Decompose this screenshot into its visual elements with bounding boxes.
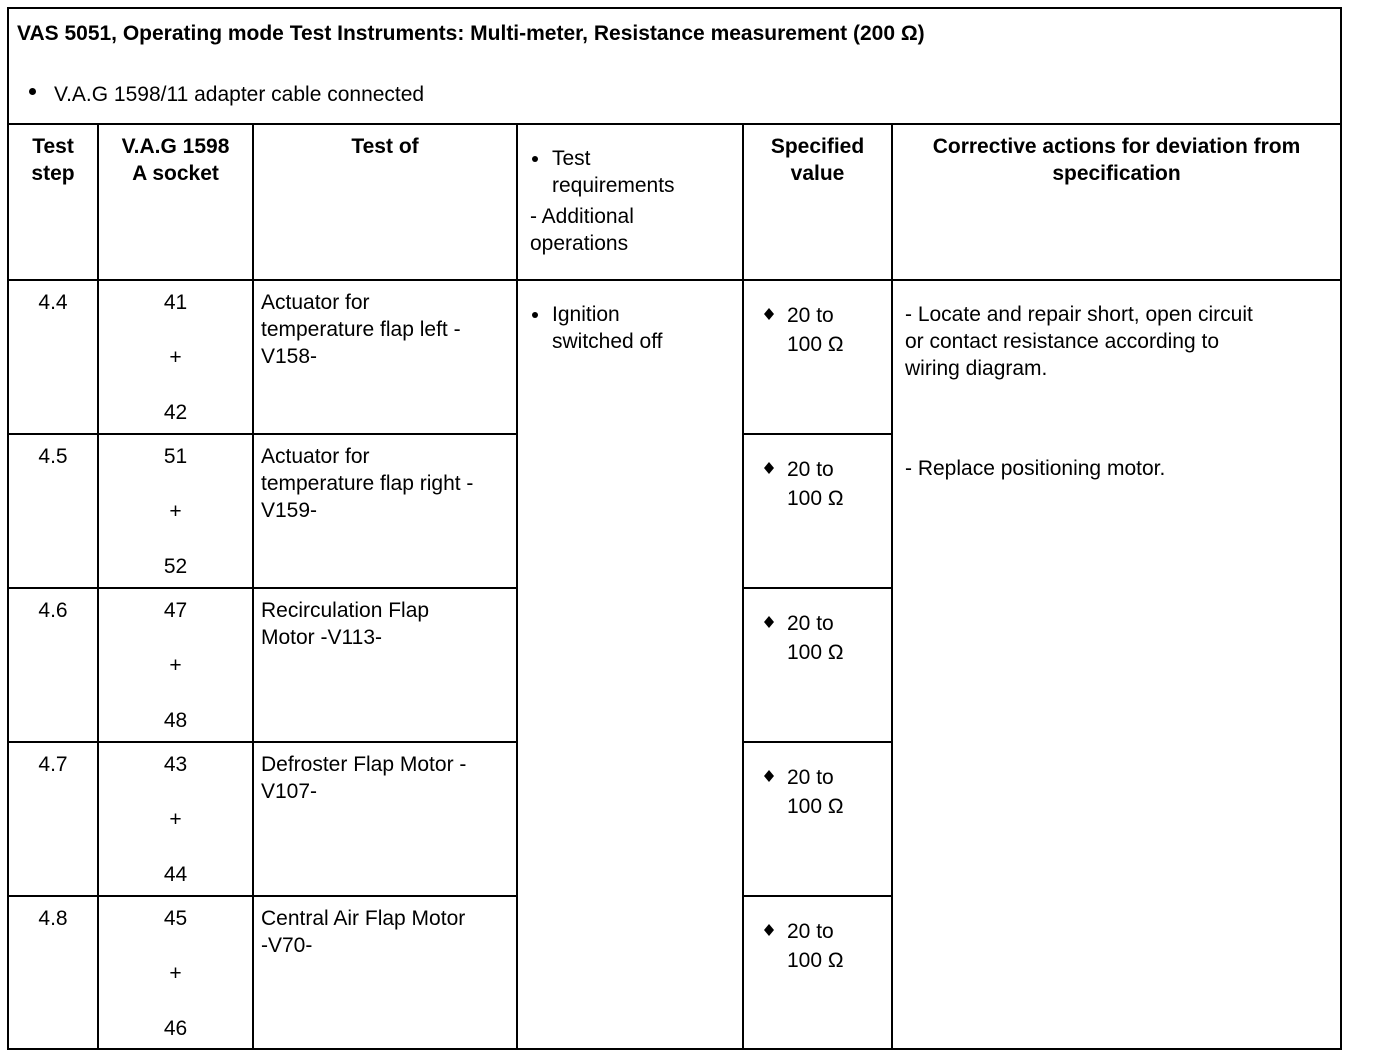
header-line: requirements xyxy=(552,174,675,197)
text-line: V158- xyxy=(261,345,318,368)
specified-value xyxy=(744,897,891,1049)
text-line: V159- xyxy=(261,499,318,522)
diamond-bullet-icon xyxy=(764,462,774,474)
socket-b: 42 xyxy=(163,401,188,424)
spec-text xyxy=(787,301,844,359)
header-line: Test xyxy=(552,147,591,170)
socket-plus: + xyxy=(169,962,182,985)
socket-plus: + xyxy=(169,654,182,677)
text-line: temperature flap left - xyxy=(261,318,461,341)
text-line: 100 Ω xyxy=(787,641,844,664)
text-line: -V70- xyxy=(261,934,313,957)
diamond-bullet-icon xyxy=(764,770,774,782)
diamond-bullet-icon xyxy=(764,924,774,936)
header-requirements xyxy=(518,145,742,257)
requirements-extra xyxy=(518,203,742,257)
text-line: 100 Ω xyxy=(787,795,844,818)
test-step: 4.8 xyxy=(38,907,68,930)
requirement-line xyxy=(29,83,424,107)
bullet-icon xyxy=(532,156,538,162)
header-line: operations xyxy=(530,232,629,255)
socket-a: 47 xyxy=(163,599,188,622)
header-line: V.A.G 1598 xyxy=(121,135,230,158)
text-line: 100 Ω xyxy=(787,949,844,972)
test-of-text xyxy=(261,597,516,651)
page-title: VAS 5051, Operating mode Test Instruments: Multi-meter, Resistance measurement (200 Ω) xyxy=(17,22,925,45)
text-line: Recirculation Flap xyxy=(261,599,430,622)
table-row xyxy=(9,435,1340,587)
spec-text xyxy=(787,917,844,975)
text-line: Motor -V113- xyxy=(261,626,382,649)
socket-plus: + xyxy=(169,346,182,369)
corrective-line: - Locate and repair short, open circuit xyxy=(905,303,1253,326)
text-line: Actuator for xyxy=(261,291,370,314)
header-line: specification xyxy=(1052,162,1181,185)
requirements-bullet xyxy=(518,145,742,199)
header-socket xyxy=(99,133,252,187)
socket-b: 46 xyxy=(163,1017,188,1040)
text-line: 20 to xyxy=(787,304,834,327)
test-of-text xyxy=(261,905,516,959)
table-row xyxy=(9,281,1340,433)
socket-plus: + xyxy=(169,500,182,523)
spec-text xyxy=(787,763,844,821)
text-line: V107- xyxy=(261,780,318,803)
bullet-icon xyxy=(29,88,36,95)
test-step: 4.5 xyxy=(38,445,68,468)
spec-text xyxy=(787,609,844,667)
text-line: temperature flap right - xyxy=(261,472,474,495)
socket-b: 44 xyxy=(163,863,188,886)
spec-text xyxy=(787,455,844,513)
header-line: - Additional xyxy=(530,205,634,228)
socket-a: 51 xyxy=(163,445,188,468)
text-line: 100 Ω xyxy=(787,333,844,356)
test-of-text xyxy=(261,443,516,524)
socket-a: 45 xyxy=(163,907,188,930)
socket-a: 43 xyxy=(163,753,188,776)
text-line: 20 to xyxy=(787,766,834,789)
requirement-text: V.A.G 1598/11 adapter cable connected xyxy=(54,83,425,106)
diamond-bullet-icon xyxy=(764,308,774,320)
condition-line: switched off xyxy=(552,330,663,353)
header-line: value xyxy=(790,162,845,185)
test-of-text xyxy=(261,289,516,370)
text-line: Defroster Flap Motor - xyxy=(261,753,467,776)
header-corrective-actions xyxy=(893,133,1340,187)
text-line: Central Air Flap Motor xyxy=(261,907,466,930)
document-header xyxy=(9,9,1340,125)
text-line: Actuator for xyxy=(261,445,370,468)
socket-plus: + xyxy=(169,808,182,831)
specified-value xyxy=(744,743,891,895)
header-line: Test xyxy=(32,135,74,158)
corrective-line: or contact resistance according to xyxy=(905,330,1219,353)
specified-value xyxy=(744,589,891,741)
document-page xyxy=(7,7,1342,1050)
text-line: 100 Ω xyxy=(787,487,844,510)
test-step: 4.6 xyxy=(38,599,68,622)
header-test-of: Test of xyxy=(351,135,419,158)
diamond-bullet-icon xyxy=(764,616,774,628)
table-row xyxy=(9,743,1340,895)
table-row xyxy=(9,897,1340,1049)
specified-value xyxy=(744,435,891,587)
socket-b: 48 xyxy=(163,709,188,732)
header-line: step xyxy=(31,162,75,185)
test-step: 4.7 xyxy=(38,753,68,776)
header-line: Specified xyxy=(770,135,865,158)
socket-a: 41 xyxy=(163,291,188,314)
header-line: Corrective actions for deviation from xyxy=(932,135,1301,158)
socket-b: 52 xyxy=(163,555,188,578)
condition-line: Ignition xyxy=(552,303,620,326)
text-line: 20 to xyxy=(787,920,834,943)
header-specified-value xyxy=(744,133,891,187)
test-of-text xyxy=(261,751,516,805)
corrective-action-2: - Replace positioning motor. xyxy=(905,457,1166,480)
text-line: 20 to xyxy=(787,612,834,635)
header-test-step xyxy=(9,133,97,187)
table-row xyxy=(9,589,1340,741)
header-line: A socket xyxy=(132,162,219,185)
test-step: 4.4 xyxy=(38,291,68,314)
corrective-line: wiring diagram. xyxy=(905,357,1048,380)
specified-value xyxy=(744,281,891,433)
text-line: 20 to xyxy=(787,458,834,481)
